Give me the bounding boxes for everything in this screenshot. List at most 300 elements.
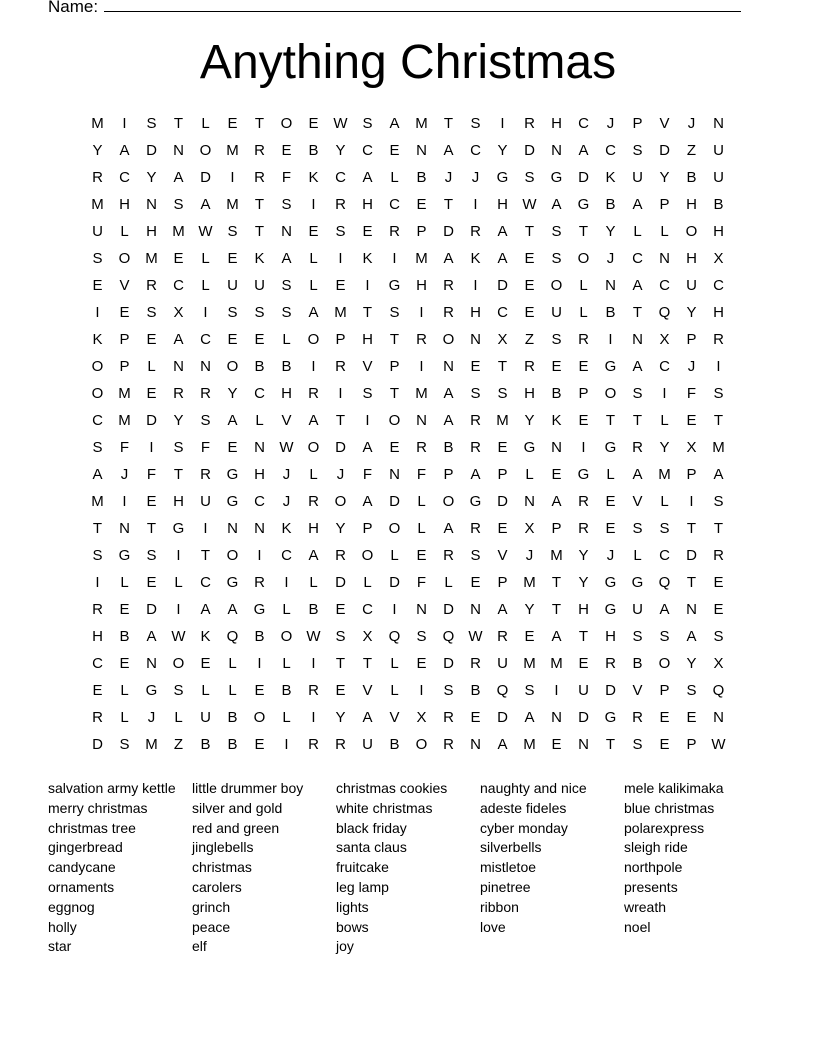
grid-letter[interactable]: E <box>605 493 616 510</box>
grid-letter[interactable]: L <box>660 493 669 510</box>
grid-letter[interactable]: I <box>230 169 235 186</box>
grid-letter[interactable]: M <box>91 493 104 510</box>
grid-letter[interactable]: E <box>335 277 346 294</box>
grid-letter[interactable]: A <box>362 439 373 456</box>
grid-letter[interactable]: Y <box>659 439 670 456</box>
grid-letter[interactable]: D <box>497 493 508 510</box>
grid-letter[interactable]: I <box>95 574 100 591</box>
grid-letter[interactable]: I <box>608 331 613 348</box>
grid-letter[interactable]: B <box>470 682 481 699</box>
grid-letter[interactable]: R <box>605 655 616 672</box>
grid-letter[interactable]: H <box>551 115 562 132</box>
grid-letter[interactable]: I <box>419 304 424 321</box>
grid-letter[interactable]: S <box>173 439 184 456</box>
grid-letter[interactable]: X <box>497 331 508 348</box>
grid-letter[interactable]: R <box>335 358 346 375</box>
grid-letter[interactable]: I <box>689 493 694 510</box>
grid-letter[interactable]: O <box>685 223 698 240</box>
grid-letter[interactable]: G <box>145 682 158 699</box>
grid-letter[interactable]: Q <box>712 682 725 699</box>
grid-letter[interactable]: O <box>658 655 671 672</box>
grid-letter[interactable]: R <box>443 547 454 564</box>
grid-letter[interactable]: K <box>254 250 265 267</box>
grid-letter[interactable]: M <box>550 655 563 672</box>
grid-letter[interactable]: C <box>281 547 292 564</box>
grid-letter[interactable]: R <box>470 223 481 240</box>
grid-letter[interactable]: X <box>713 250 724 267</box>
grid-letter[interactable]: D <box>497 709 508 726</box>
grid-letter[interactable]: P <box>335 331 346 348</box>
grid-letter[interactable]: R <box>578 493 589 510</box>
grid-letter[interactable]: L <box>174 709 183 726</box>
grid-letter[interactable]: T <box>389 385 400 402</box>
grid-letter[interactable]: S <box>173 682 184 699</box>
grid-letter[interactable]: L <box>390 682 399 699</box>
grid-letter[interactable]: L <box>174 574 183 591</box>
grid-letter[interactable]: T <box>362 655 373 672</box>
grid-letter[interactable]: P <box>686 466 697 483</box>
grid-letter[interactable]: H <box>416 277 427 294</box>
grid-letter[interactable]: V <box>659 115 670 132</box>
grid-letter[interactable]: O <box>118 250 131 267</box>
grid-letter[interactable]: E <box>713 601 724 618</box>
grid-letter[interactable]: S <box>551 331 562 348</box>
grid-letter[interactable]: S <box>254 304 265 321</box>
grid-letter[interactable]: S <box>524 682 535 699</box>
grid-letter[interactable]: S <box>686 682 697 699</box>
grid-letter[interactable]: N <box>605 277 616 294</box>
grid-letter[interactable]: I <box>365 277 370 294</box>
grid-letter[interactable]: G <box>226 466 239 483</box>
grid-letter[interactable]: C <box>659 358 670 375</box>
grid-letter[interactable]: M <box>415 385 428 402</box>
grid-letter[interactable]: P <box>497 466 508 483</box>
grid-letter[interactable]: J <box>444 169 453 186</box>
grid-letter[interactable]: L <box>282 709 291 726</box>
grid-letter[interactable]: K <box>308 169 319 186</box>
grid-letter[interactable]: B <box>308 142 319 159</box>
grid-letter[interactable]: T <box>254 196 265 213</box>
grid-letter[interactable]: M <box>91 115 104 132</box>
grid-letter[interactable]: W <box>171 628 186 645</box>
grid-letter[interactable]: E <box>227 331 238 348</box>
grid-letter[interactable]: K <box>200 628 211 645</box>
grid-letter[interactable]: W <box>711 736 726 753</box>
grid-letter[interactable]: I <box>311 709 316 726</box>
grid-letter[interactable]: C <box>605 142 616 159</box>
grid-letter[interactable]: N <box>119 520 130 537</box>
grid-letter[interactable]: T <box>254 223 265 240</box>
grid-letter[interactable]: M <box>145 250 158 267</box>
grid-letter[interactable]: R <box>92 709 103 726</box>
grid-letter[interactable]: D <box>659 142 670 159</box>
grid-letter[interactable]: E <box>551 466 562 483</box>
grid-letter[interactable]: L <box>390 547 399 564</box>
grid-letter[interactable]: E <box>551 736 562 753</box>
grid-letter[interactable]: R <box>578 520 589 537</box>
grid-letter[interactable]: S <box>200 412 211 429</box>
grid-letter[interactable]: S <box>227 223 238 240</box>
grid-letter[interactable]: E <box>497 439 508 456</box>
grid-letter[interactable]: A <box>443 520 454 537</box>
grid-letter[interactable]: C <box>92 655 103 672</box>
grid-letter[interactable]: U <box>713 142 724 159</box>
grid-letter[interactable]: J <box>120 466 129 483</box>
grid-letter[interactable]: F <box>686 385 697 402</box>
grid-letter[interactable]: E <box>254 736 265 753</box>
grid-letter[interactable]: G <box>469 493 482 510</box>
grid-letter[interactable]: K <box>470 250 481 267</box>
grid-letter[interactable]: S <box>335 223 346 240</box>
grid-letter[interactable]: L <box>255 412 264 429</box>
grid-letter[interactable]: E <box>335 601 346 618</box>
grid-letter[interactable]: L <box>282 655 291 672</box>
grid-letter[interactable]: B <box>389 736 400 753</box>
grid-letter[interactable]: P <box>119 358 130 375</box>
grid-letter[interactable]: E <box>146 574 157 591</box>
grid-letter[interactable]: B <box>281 682 292 699</box>
grid-letter[interactable]: L <box>309 466 318 483</box>
grid-letter[interactable]: B <box>227 709 238 726</box>
grid-letter[interactable]: N <box>146 196 157 213</box>
grid-letter[interactable]: B <box>416 169 427 186</box>
grid-letter[interactable]: E <box>146 331 157 348</box>
grid-letter[interactable]: T <box>389 331 400 348</box>
grid-letter[interactable]: O <box>307 331 320 348</box>
grid-letter[interactable]: U <box>227 277 238 294</box>
grid-letter[interactable]: R <box>200 466 211 483</box>
grid-letter[interactable]: V <box>362 358 373 375</box>
grid-letter[interactable]: O <box>442 493 455 510</box>
grid-letter[interactable]: S <box>416 628 427 645</box>
grid-letter[interactable]: C <box>92 412 103 429</box>
grid-letter[interactable]: E <box>551 358 562 375</box>
grid-letter[interactable]: A <box>551 628 562 645</box>
grid-letter[interactable]: N <box>551 142 562 159</box>
grid-letter[interactable]: Y <box>335 709 346 726</box>
grid-letter[interactable]: H <box>470 304 481 321</box>
grid-letter[interactable]: O <box>307 439 320 456</box>
grid-letter[interactable]: Z <box>686 142 697 159</box>
grid-letter[interactable]: I <box>473 196 478 213</box>
grid-letter[interactable]: N <box>173 142 184 159</box>
grid-letter[interactable]: A <box>497 250 508 267</box>
grid-letter[interactable]: R <box>389 223 400 240</box>
grid-letter[interactable]: I <box>419 682 424 699</box>
grid-letter[interactable]: T <box>524 223 535 240</box>
grid-letter[interactable]: I <box>122 493 127 510</box>
grid-letter[interactable]: R <box>308 385 319 402</box>
grid-letter[interactable]: A <box>173 169 184 186</box>
grid-letter[interactable]: X <box>659 331 670 348</box>
grid-letter[interactable]: B <box>632 655 643 672</box>
grid-letter[interactable]: R <box>92 169 103 186</box>
grid-letter[interactable]: I <box>554 682 559 699</box>
grid-letter[interactable]: D <box>335 439 346 456</box>
grid-letter[interactable]: L <box>201 277 210 294</box>
grid-letter[interactable]: R <box>254 169 265 186</box>
grid-letter[interactable]: W <box>279 439 294 456</box>
grid-letter[interactable]: H <box>281 385 292 402</box>
grid-letter[interactable]: K <box>281 520 292 537</box>
grid-letter[interactable]: R <box>443 736 454 753</box>
grid-letter[interactable]: T <box>200 547 211 564</box>
grid-letter[interactable]: S <box>281 304 292 321</box>
grid-letter[interactable]: E <box>524 628 535 645</box>
grid-letter[interactable]: C <box>254 385 265 402</box>
grid-letter[interactable]: A <box>497 736 508 753</box>
grid-letter[interactable]: O <box>199 142 212 159</box>
grid-letter[interactable]: N <box>713 115 724 132</box>
grid-letter[interactable]: C <box>362 142 373 159</box>
grid-letter[interactable]: P <box>551 520 562 537</box>
grid-letter[interactable]: H <box>578 601 589 618</box>
grid-letter[interactable]: R <box>632 439 643 456</box>
grid-letter[interactable]: S <box>632 520 643 537</box>
grid-letter[interactable]: R <box>416 331 427 348</box>
grid-letter[interactable]: A <box>686 628 697 645</box>
grid-letter[interactable]: C <box>119 169 130 186</box>
grid-letter[interactable]: H <box>173 493 184 510</box>
grid-letter[interactable]: X <box>713 655 724 672</box>
grid-letter[interactable]: R <box>470 655 481 672</box>
grid-letter[interactable]: K <box>551 412 562 429</box>
grid-letter[interactable]: M <box>712 439 725 456</box>
grid-letter[interactable]: T <box>713 520 724 537</box>
grid-letter[interactable]: I <box>284 574 289 591</box>
grid-letter[interactable]: A <box>308 547 319 564</box>
grid-letter[interactable]: R <box>335 196 346 213</box>
grid-letter[interactable]: T <box>578 223 589 240</box>
grid-letter[interactable]: L <box>309 250 318 267</box>
grid-letter[interactable]: A <box>632 466 643 483</box>
grid-letter[interactable]: E <box>92 682 103 699</box>
grid-letter[interactable]: T <box>254 115 265 132</box>
grid-letter[interactable]: K <box>362 250 373 267</box>
grid-letter[interactable]: N <box>713 709 724 726</box>
grid-letter[interactable]: T <box>713 412 724 429</box>
grid-letter[interactable]: J <box>336 466 345 483</box>
grid-letter[interactable]: N <box>524 493 535 510</box>
grid-letter[interactable]: Y <box>578 574 589 591</box>
grid-letter[interactable]: N <box>443 358 454 375</box>
grid-letter[interactable]: S <box>632 736 643 753</box>
grid-letter[interactable]: O <box>415 736 428 753</box>
grid-letter[interactable]: A <box>524 709 535 726</box>
grid-letter[interactable]: J <box>687 358 696 375</box>
grid-letter[interactable]: L <box>120 682 129 699</box>
grid-letter[interactable]: S <box>281 196 292 213</box>
grid-letter[interactable]: Y <box>146 169 157 186</box>
grid-letter[interactable]: I <box>203 520 208 537</box>
grid-letter[interactable]: M <box>658 466 671 483</box>
grid-letter[interactable]: H <box>308 520 319 537</box>
grid-letter[interactable]: M <box>523 655 536 672</box>
grid-letter[interactable]: G <box>604 709 617 726</box>
grid-letter[interactable]: A <box>443 412 454 429</box>
grid-letter[interactable]: D <box>497 277 508 294</box>
grid-letter[interactable]: S <box>146 547 157 564</box>
grid-letter[interactable]: E <box>605 520 616 537</box>
grid-letter[interactable]: I <box>122 115 127 132</box>
grid-letter[interactable]: N <box>281 223 292 240</box>
grid-letter[interactable]: D <box>443 655 454 672</box>
grid-letter[interactable]: T <box>686 520 697 537</box>
grid-letter[interactable]: C <box>713 277 724 294</box>
grid-letter[interactable]: T <box>551 574 562 591</box>
grid-letter[interactable]: R <box>497 628 508 645</box>
grid-letter[interactable]: Z <box>524 331 535 348</box>
grid-letter[interactable]: T <box>632 304 643 321</box>
grid-letter[interactable]: H <box>686 196 697 213</box>
grid-letter[interactable]: O <box>550 277 563 294</box>
grid-letter[interactable]: T <box>443 196 454 213</box>
grid-letter[interactable]: T <box>497 358 508 375</box>
grid-letter[interactable]: B <box>308 601 319 618</box>
grid-letter[interactable]: S <box>524 169 535 186</box>
grid-letter[interactable]: E <box>659 709 670 726</box>
grid-letter[interactable]: M <box>415 115 428 132</box>
grid-letter[interactable]: R <box>308 682 319 699</box>
grid-letter[interactable]: A <box>92 466 103 483</box>
grid-letter[interactable]: H <box>713 223 724 240</box>
grid-letter[interactable]: G <box>550 169 563 186</box>
grid-letter[interactable]: B <box>281 358 292 375</box>
grid-letter[interactable]: L <box>579 277 588 294</box>
grid-letter[interactable]: I <box>500 115 505 132</box>
grid-letter[interactable]: T <box>173 466 184 483</box>
grid-letter[interactable]: E <box>119 304 130 321</box>
grid-letter[interactable]: E <box>254 682 265 699</box>
grid-letter[interactable]: T <box>146 520 157 537</box>
grid-letter[interactable]: M <box>118 385 131 402</box>
grid-letter[interactable]: G <box>388 277 401 294</box>
grid-letter[interactable]: S <box>92 439 103 456</box>
grid-letter[interactable]: R <box>308 736 319 753</box>
grid-letter[interactable]: Y <box>497 142 508 159</box>
grid-letter[interactable]: S <box>335 628 346 645</box>
grid-letter[interactable]: J <box>606 250 615 267</box>
grid-letter[interactable]: I <box>473 277 478 294</box>
grid-letter[interactable]: H <box>605 628 616 645</box>
grid-letter[interactable]: U <box>632 169 643 186</box>
grid-letter[interactable]: I <box>716 358 721 375</box>
grid-letter[interactable]: A <box>632 196 643 213</box>
grid-letter[interactable]: V <box>389 709 400 726</box>
grid-letter[interactable]: I <box>149 439 154 456</box>
grid-letter[interactable]: S <box>659 628 670 645</box>
grid-letter[interactable]: H <box>254 466 265 483</box>
grid-letter[interactable]: Y <box>92 142 103 159</box>
grid-letter[interactable]: A <box>497 601 508 618</box>
grid-letter[interactable]: M <box>496 412 509 429</box>
grid-letter[interactable]: A <box>713 466 724 483</box>
grid-letter[interactable]: X <box>686 439 697 456</box>
grid-letter[interactable]: S <box>146 304 157 321</box>
grid-letter[interactable]: A <box>281 250 292 267</box>
grid-letter[interactable]: E <box>335 682 346 699</box>
grid-letter[interactable]: Y <box>605 223 616 240</box>
grid-letter[interactable]: G <box>577 196 590 213</box>
grid-letter[interactable]: O <box>334 493 347 510</box>
grid-letter[interactable]: G <box>172 520 185 537</box>
grid-letter[interactable]: C <box>335 169 346 186</box>
grid-letter[interactable]: S <box>551 223 562 240</box>
grid-letter[interactable]: B <box>443 439 454 456</box>
grid-letter[interactable]: R <box>578 331 589 348</box>
grid-letter[interactable]: Y <box>578 547 589 564</box>
grid-letter[interactable]: B <box>713 196 724 213</box>
grid-letter[interactable]: L <box>201 115 210 132</box>
grid-letter[interactable]: A <box>173 331 184 348</box>
grid-letter[interactable]: Y <box>335 142 346 159</box>
grid-letter[interactable]: L <box>417 493 426 510</box>
grid-letter[interactable]: N <box>146 655 157 672</box>
grid-letter[interactable]: U <box>713 169 724 186</box>
grid-letter[interactable]: M <box>334 304 347 321</box>
grid-letter[interactable]: I <box>419 358 424 375</box>
grid-letter[interactable]: L <box>390 169 399 186</box>
grid-letter[interactable]: C <box>200 331 211 348</box>
grid-letter[interactable]: E <box>470 709 481 726</box>
grid-letter[interactable]: A <box>119 142 130 159</box>
grid-letter[interactable]: L <box>444 574 453 591</box>
grid-letter[interactable]: E <box>119 655 130 672</box>
grid-letter[interactable]: E <box>578 655 589 672</box>
grid-letter[interactable]: N <box>470 736 481 753</box>
grid-letter[interactable]: Y <box>227 385 238 402</box>
grid-letter[interactable]: S <box>551 250 562 267</box>
grid-letter[interactable]: A <box>227 412 238 429</box>
grid-letter[interactable]: O <box>604 385 617 402</box>
grid-letter[interactable]: H <box>92 628 103 645</box>
grid-letter[interactable]: S <box>281 277 292 294</box>
grid-letter[interactable]: C <box>578 115 589 132</box>
grid-letter[interactable]: Q <box>658 574 671 591</box>
grid-letter[interactable]: J <box>471 169 480 186</box>
grid-letter[interactable]: S <box>632 142 643 159</box>
grid-letter[interactable]: T <box>605 736 616 753</box>
grid-letter[interactable]: L <box>579 304 588 321</box>
grid-letter[interactable]: Z <box>173 736 184 753</box>
grid-letter[interactable]: D <box>335 574 346 591</box>
grid-letter[interactable]: E <box>524 250 535 267</box>
grid-letter[interactable]: P <box>659 682 670 699</box>
grid-letter[interactable]: G <box>226 493 239 510</box>
grid-letter[interactable]: J <box>282 466 291 483</box>
grid-letter[interactable]: S <box>713 628 724 645</box>
grid-letter[interactable]: D <box>146 601 157 618</box>
grid-letter[interactable]: A <box>551 196 562 213</box>
grid-letter[interactable]: A <box>389 115 400 132</box>
grid-letter[interactable]: L <box>309 277 318 294</box>
grid-letter[interactable]: S <box>92 547 103 564</box>
grid-letter[interactable]: R <box>713 331 724 348</box>
grid-letter[interactable]: E <box>389 439 400 456</box>
grid-letter[interactable]: D <box>146 412 157 429</box>
grid-letter[interactable]: X <box>524 520 535 537</box>
grid-letter[interactable]: E <box>173 250 184 267</box>
grid-letter[interactable]: T <box>686 574 697 591</box>
grid-letter[interactable]: R <box>470 439 481 456</box>
grid-letter[interactable]: S <box>713 385 724 402</box>
grid-letter[interactable]: J <box>687 115 696 132</box>
grid-letter[interactable]: L <box>660 412 669 429</box>
grid-letter[interactable]: H <box>362 331 373 348</box>
grid-letter[interactable]: J <box>282 493 291 510</box>
grid-letter[interactable]: R <box>632 709 643 726</box>
grid-letter[interactable]: K <box>92 331 103 348</box>
